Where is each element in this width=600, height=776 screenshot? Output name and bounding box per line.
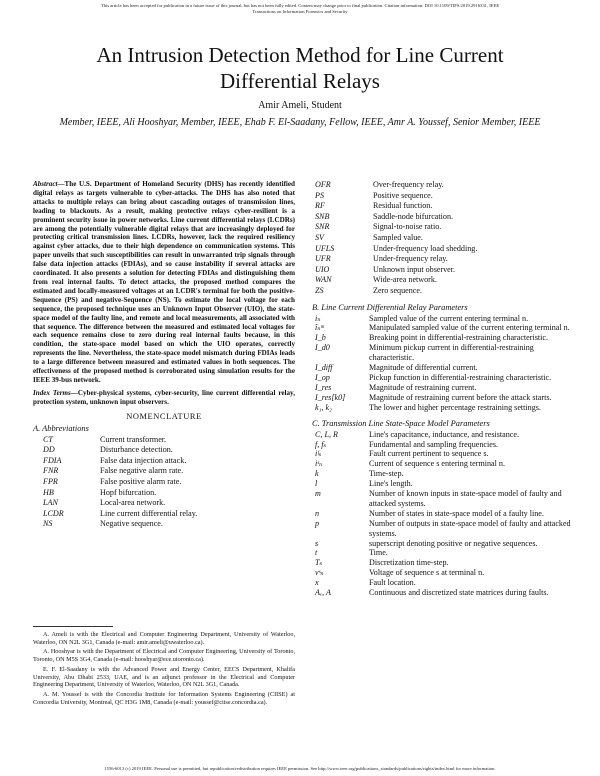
symbol: l: [315, 479, 318, 489]
nomenclature-heading: NOMENCLATURE: [126, 411, 202, 421]
list-item: [312, 265, 580, 276]
abbr-term: OFR: [315, 180, 331, 189]
symbol-desc: Number of states in state-space model of a faulty line.: [369, 508, 544, 518]
symbol: vˢₙ: [315, 568, 324, 578]
symbol-desc: The lower and higher percentage restraining settings.: [369, 402, 541, 412]
symbol: I_op: [315, 372, 330, 382]
footnote: A. Hooshyar is with the Department of Electrical and Computer Engineering, University of Toronto, Toronto, ON M5S 3G4, Canada (e-mail: hooshyar@ece.utoronto.ca).: [33, 648, 295, 664]
abbreviations-list-right: [312, 180, 580, 297]
abbr-desc: Current transformer.: [100, 434, 167, 444]
abbr-desc: False negative alarm rate.: [100, 466, 184, 476]
list-item: [312, 363, 580, 373]
abbr-term: LCDR: [43, 508, 64, 518]
list-item: [312, 519, 580, 539]
abbr-term: UFLS: [315, 243, 335, 253]
list-item: [312, 275, 580, 286]
paper-title: [20, 42, 580, 94]
list-item: [312, 489, 580, 509]
paper-title-line1: An Intrusion Detection Method for Line Current: [96, 43, 504, 67]
left-column: [33, 180, 295, 530]
symbol: C, L, R: [315, 429, 338, 439]
symbol-desc: Fault location.: [369, 578, 416, 588]
abbreviations-list-left: [33, 435, 295, 530]
symbol-desc: Fundamental and sampling frequencies.: [369, 439, 499, 449]
list-item: [312, 430, 580, 440]
list-item: [312, 254, 580, 265]
symbol: f, fₛ: [315, 439, 327, 449]
list-item: [312, 222, 580, 233]
list-item: [312, 286, 580, 297]
symbol-desc: Breaking point in differential-restraining characteristic.: [369, 333, 548, 343]
list-item: [312, 558, 580, 568]
abbr-desc: Saddle-node bifurcation.: [373, 211, 454, 221]
paper-title-line2: Differential Relays: [220, 69, 380, 93]
list-item: [33, 456, 295, 467]
abbr-term: PS: [315, 190, 324, 200]
abbr-term: RF: [315, 201, 325, 211]
footnote: E. F. El-Saadany is with the Advanced Power and Energy Center, EECS Department, Khalifa University, Abu Dhabi 2533, UAE, and is an adjunct professor in the Electrical and Computer Engineering Department, University of Waterloo, Waterloo, ON N2L 3G1, Canada.: [33, 665, 295, 689]
symbol: I_b: [315, 333, 326, 343]
abbr-term: FPR: [43, 477, 58, 487]
index-terms-text: —Cyber-physical systems, cyber-security, line current differential relay, protection system, unknown input observers.: [33, 388, 295, 406]
symbol: k: [315, 469, 319, 479]
abbr-desc: False data injection attack.: [100, 455, 187, 465]
symbol: iₙ: [315, 313, 321, 323]
symbol-desc: Manipulated sampled value of the current entering terminal n.: [369, 323, 570, 333]
state-space-parameters-list: [312, 430, 580, 598]
list-item: [312, 548, 580, 558]
list-item: [312, 509, 580, 519]
abbr-term: SNR: [315, 222, 330, 232]
list-item: [33, 435, 295, 446]
symbol: îₙᵐ: [315, 323, 324, 333]
list-item: [312, 440, 580, 450]
abbr-desc: Positive sequence.: [373, 190, 433, 200]
publication-notice-line2: Transactions on Information Forensics and Security: [252, 9, 348, 14]
symbol-desc: Number of outputs in state-space model of faulty and attacked systems.: [369, 518, 571, 538]
abbr-term: FNR: [43, 466, 59, 476]
index-terms-label: Index Terms: [33, 388, 71, 397]
list-item: [312, 568, 580, 578]
abbr-desc: Negative sequence.: [100, 519, 163, 529]
symbol-desc: Discretization time-step.: [369, 558, 449, 568]
abbr-term: LAN: [43, 498, 58, 508]
footnotes: [33, 626, 295, 708]
list-item: [312, 469, 580, 479]
list-item: [312, 539, 580, 549]
copyright-notice: 1556-6013 (c) 2019 IEEE. Personal use is permitted, but republication/redistribution requires IEEE permission. See http://www.ieee.org/publications_standards/publications/rights/index.html for more information.: [104, 766, 496, 771]
list-item: [33, 509, 295, 520]
abstract-label: Abstract: [33, 180, 58, 188]
list-item: [312, 314, 580, 324]
abbr-desc: Under-frequency load shedding.: [373, 243, 478, 253]
symbol: Tₛ: [315, 558, 323, 568]
symbol: I_diff: [315, 363, 333, 373]
symbol-desc: Current of sequence s entering terminal n.: [369, 459, 505, 469]
abbr-desc: Disturbance detection.: [100, 445, 173, 455]
abbr-term: UFR: [315, 254, 331, 264]
list-item: [312, 323, 580, 333]
symbol: t: [315, 548, 318, 558]
publication-notice-line1: This article has been accepted for publication in a future issue of this journal, but has not been fully edited. Content may change prior to final publication. Citation information: DOI 10.1109/TIFS.2019.2916331, IEEE: [100, 3, 500, 8]
section-b-heading: B. Line Current Differential Relay Parameters: [312, 302, 468, 312]
list-item: [33, 445, 295, 456]
list-item: [312, 201, 580, 212]
symbol-desc: Line's capacitance, inductance, and resistance.: [369, 429, 519, 439]
abbr-desc: Residual function.: [373, 201, 433, 211]
abbr-term: ZS: [315, 285, 324, 295]
symbol: iˢₙ: [315, 459, 323, 469]
abbr-desc: Zero sequence.: [373, 285, 422, 295]
author-line-2: Member, IEEE, Ali Hooshyar, Member, IEEE, Ehab F. El-Saadany, Fellow, IEEE, Amr A. Youssef, Senior Member, IEEE: [59, 117, 541, 128]
list-item: [312, 373, 580, 383]
symbol: I_res: [315, 382, 332, 392]
symbol: s: [315, 538, 319, 548]
publication-notice: [0, 3, 600, 15]
symbol-desc: Magnitude of restraining current before the attack starts.: [369, 392, 552, 402]
abbr-term: SV: [315, 232, 324, 242]
symbol: p: [315, 518, 320, 528]
symbol-desc: Continuous and discretized state matrices during faults.: [369, 588, 549, 598]
abbr-term: WAN: [315, 275, 332, 285]
list-item: [312, 191, 580, 202]
symbol-desc: Time.: [369, 548, 388, 558]
symbol: iᶠₛ: [315, 449, 322, 459]
abbr-term: SNB: [315, 211, 330, 221]
list-item: [33, 477, 295, 488]
list-item: [312, 479, 580, 489]
abbr-desc: Signal-to-noise ratio.: [373, 222, 442, 232]
abbr-desc: Sampled value.: [373, 232, 423, 242]
symbol-desc: Number of known inputs in state-space model of faulty and attacked systems.: [369, 489, 562, 508]
abbr-desc: Wide-area network.: [373, 275, 437, 285]
list-item: [312, 212, 580, 223]
symbol-desc: Sampled value of the current entering terminal n.: [369, 313, 529, 323]
footnote: A. M. Youssef is with the Concordia Institute for Information Systems Engineering (CIISE) at Concordia University, Montreal, QC H3G 1M8, Canada (e-mail: youssef@ciise.concordia.ca).: [33, 690, 295, 706]
symbol: I_res[k0]: [315, 392, 346, 402]
list-item: [33, 498, 295, 509]
symbol: m: [315, 489, 321, 499]
abbr-desc: False positive alarm rate.: [100, 477, 182, 487]
symbol-desc: Fault current pertinent to sequence s.: [369, 449, 489, 459]
abbr-term: NS: [43, 519, 53, 529]
list-item: [312, 449, 580, 459]
symbol: Aₑ, A: [315, 588, 331, 598]
abbr-desc: Unknown input observer.: [373, 264, 456, 274]
author-line-1: Amir Ameli, Student: [258, 100, 342, 111]
abstract-text: —The U.S. Department of Homeland Security (DHS) has recently identified digital relays as targets vulnerable to cyber-attacks. The DHS has also noted that attacks to multiple relays can bring about cascading outages of transmission lines, leading to blackouts. As a result, making protective relays cyber-resilient is a prominent security issue in power networks. Line current differential relays (LCDRs) are among the potentially vulnerable digital relays that are increasingly deployed for protecting critical transmission lines. LCDRs, however, lack the required resiliency against cyber attacks, due to their high dependence on communication systems. This paper unveils that such susceptibilities can result in unwarranted trip signals through false data injection attacks (FDIAs), and so cause instability if several attacks are coordinated. It also presents a solution for detecting FDIAs and distinguishing them from real internal faults. To detect attacks, the proposed method compares the estimated and locally-measured voltages at an LCDR's terminal for both the positive-Sequence (PS) and negative-Sequence (NS). To estimate the local voltage for each sequence, the proposed technique uses an Unknown Input Observer (UIO), the state-space model of the faulty line, and remote and local measurements, all associated with that sequence. The difference between the measured and estimated local voltages for each sequence remains close to zero during real internal faults because, in this condition, the state-space model based on which the UIO operates, correctly represents the line. Nevertheless, the state-space model mismatch during FDIAs leads to a large difference between measured and estimated values in both sequences. The effectiveness of the proposed method is corroborated using simulation results for the IEEE 39-bus network.: [33, 180, 295, 384]
footnote: A. Ameli is with the Electrical and Computer Engineering Department, University of Waterloo, Waterloo, ON N2L 3G1, Canada (e-mail: amir.ameli@uwaterloo.ca).: [33, 631, 295, 646]
list-item: [312, 459, 580, 469]
abstract: [33, 180, 295, 385]
abbr-desc: Line current differential relay.: [100, 508, 198, 518]
abbr-term: UIO: [315, 264, 330, 274]
symbol-desc: Voltage of sequence s at terminal n.: [369, 568, 485, 578]
list-item: [312, 578, 580, 588]
list-item: [312, 333, 580, 343]
abbr-term: DD: [43, 445, 55, 455]
abbr-term: FDIA: [43, 455, 62, 465]
section-a-heading: A. Abbreviations: [33, 423, 89, 433]
symbol-desc: Line's length.: [369, 479, 413, 489]
list-item: [312, 233, 580, 244]
abbr-term: HB: [43, 487, 54, 497]
section-c-heading: C. Transmission Line State-Space Model Parameters: [312, 418, 490, 428]
list-item: [312, 383, 580, 393]
abbr-desc: Over-frequency relay.: [373, 180, 444, 189]
symbol: n: [315, 508, 320, 518]
right-column: [312, 180, 580, 598]
footnote-divider: [33, 626, 113, 627]
list-item: [33, 466, 295, 477]
list-item: [312, 244, 580, 255]
list-item: [312, 180, 580, 191]
list-item: [312, 343, 580, 363]
list-item: [33, 488, 295, 499]
list-item: [312, 588, 580, 598]
abbr-desc: Under-frequency relay.: [373, 254, 448, 264]
relay-parameters-list: [312, 314, 580, 413]
list-item: [33, 519, 295, 530]
abbr-term: CT: [43, 434, 53, 444]
symbol: x: [315, 578, 319, 588]
abbr-desc: Local-area network.: [100, 498, 166, 508]
abbr-desc: Hopf bifurcation.: [100, 487, 157, 497]
index-terms: [33, 389, 295, 407]
symbol-desc: Magnitude of differential current.: [369, 363, 478, 373]
symbol: k₁, k₂: [315, 402, 332, 412]
list-item: [312, 393, 580, 403]
symbol-desc: Magnitude of restraining current.: [369, 382, 477, 392]
symbol-desc: Pickup function in differential-restraining characteristic.: [369, 372, 552, 382]
symbol-desc: superscript denoting positive or negative sequences.: [369, 538, 538, 548]
list-item: [312, 403, 580, 413]
symbol-desc: Time-step.: [369, 469, 404, 479]
symbol-desc: Minimum pickup current in differential-restraining characteristic.: [369, 343, 534, 363]
symbol: I_d0: [315, 343, 330, 353]
